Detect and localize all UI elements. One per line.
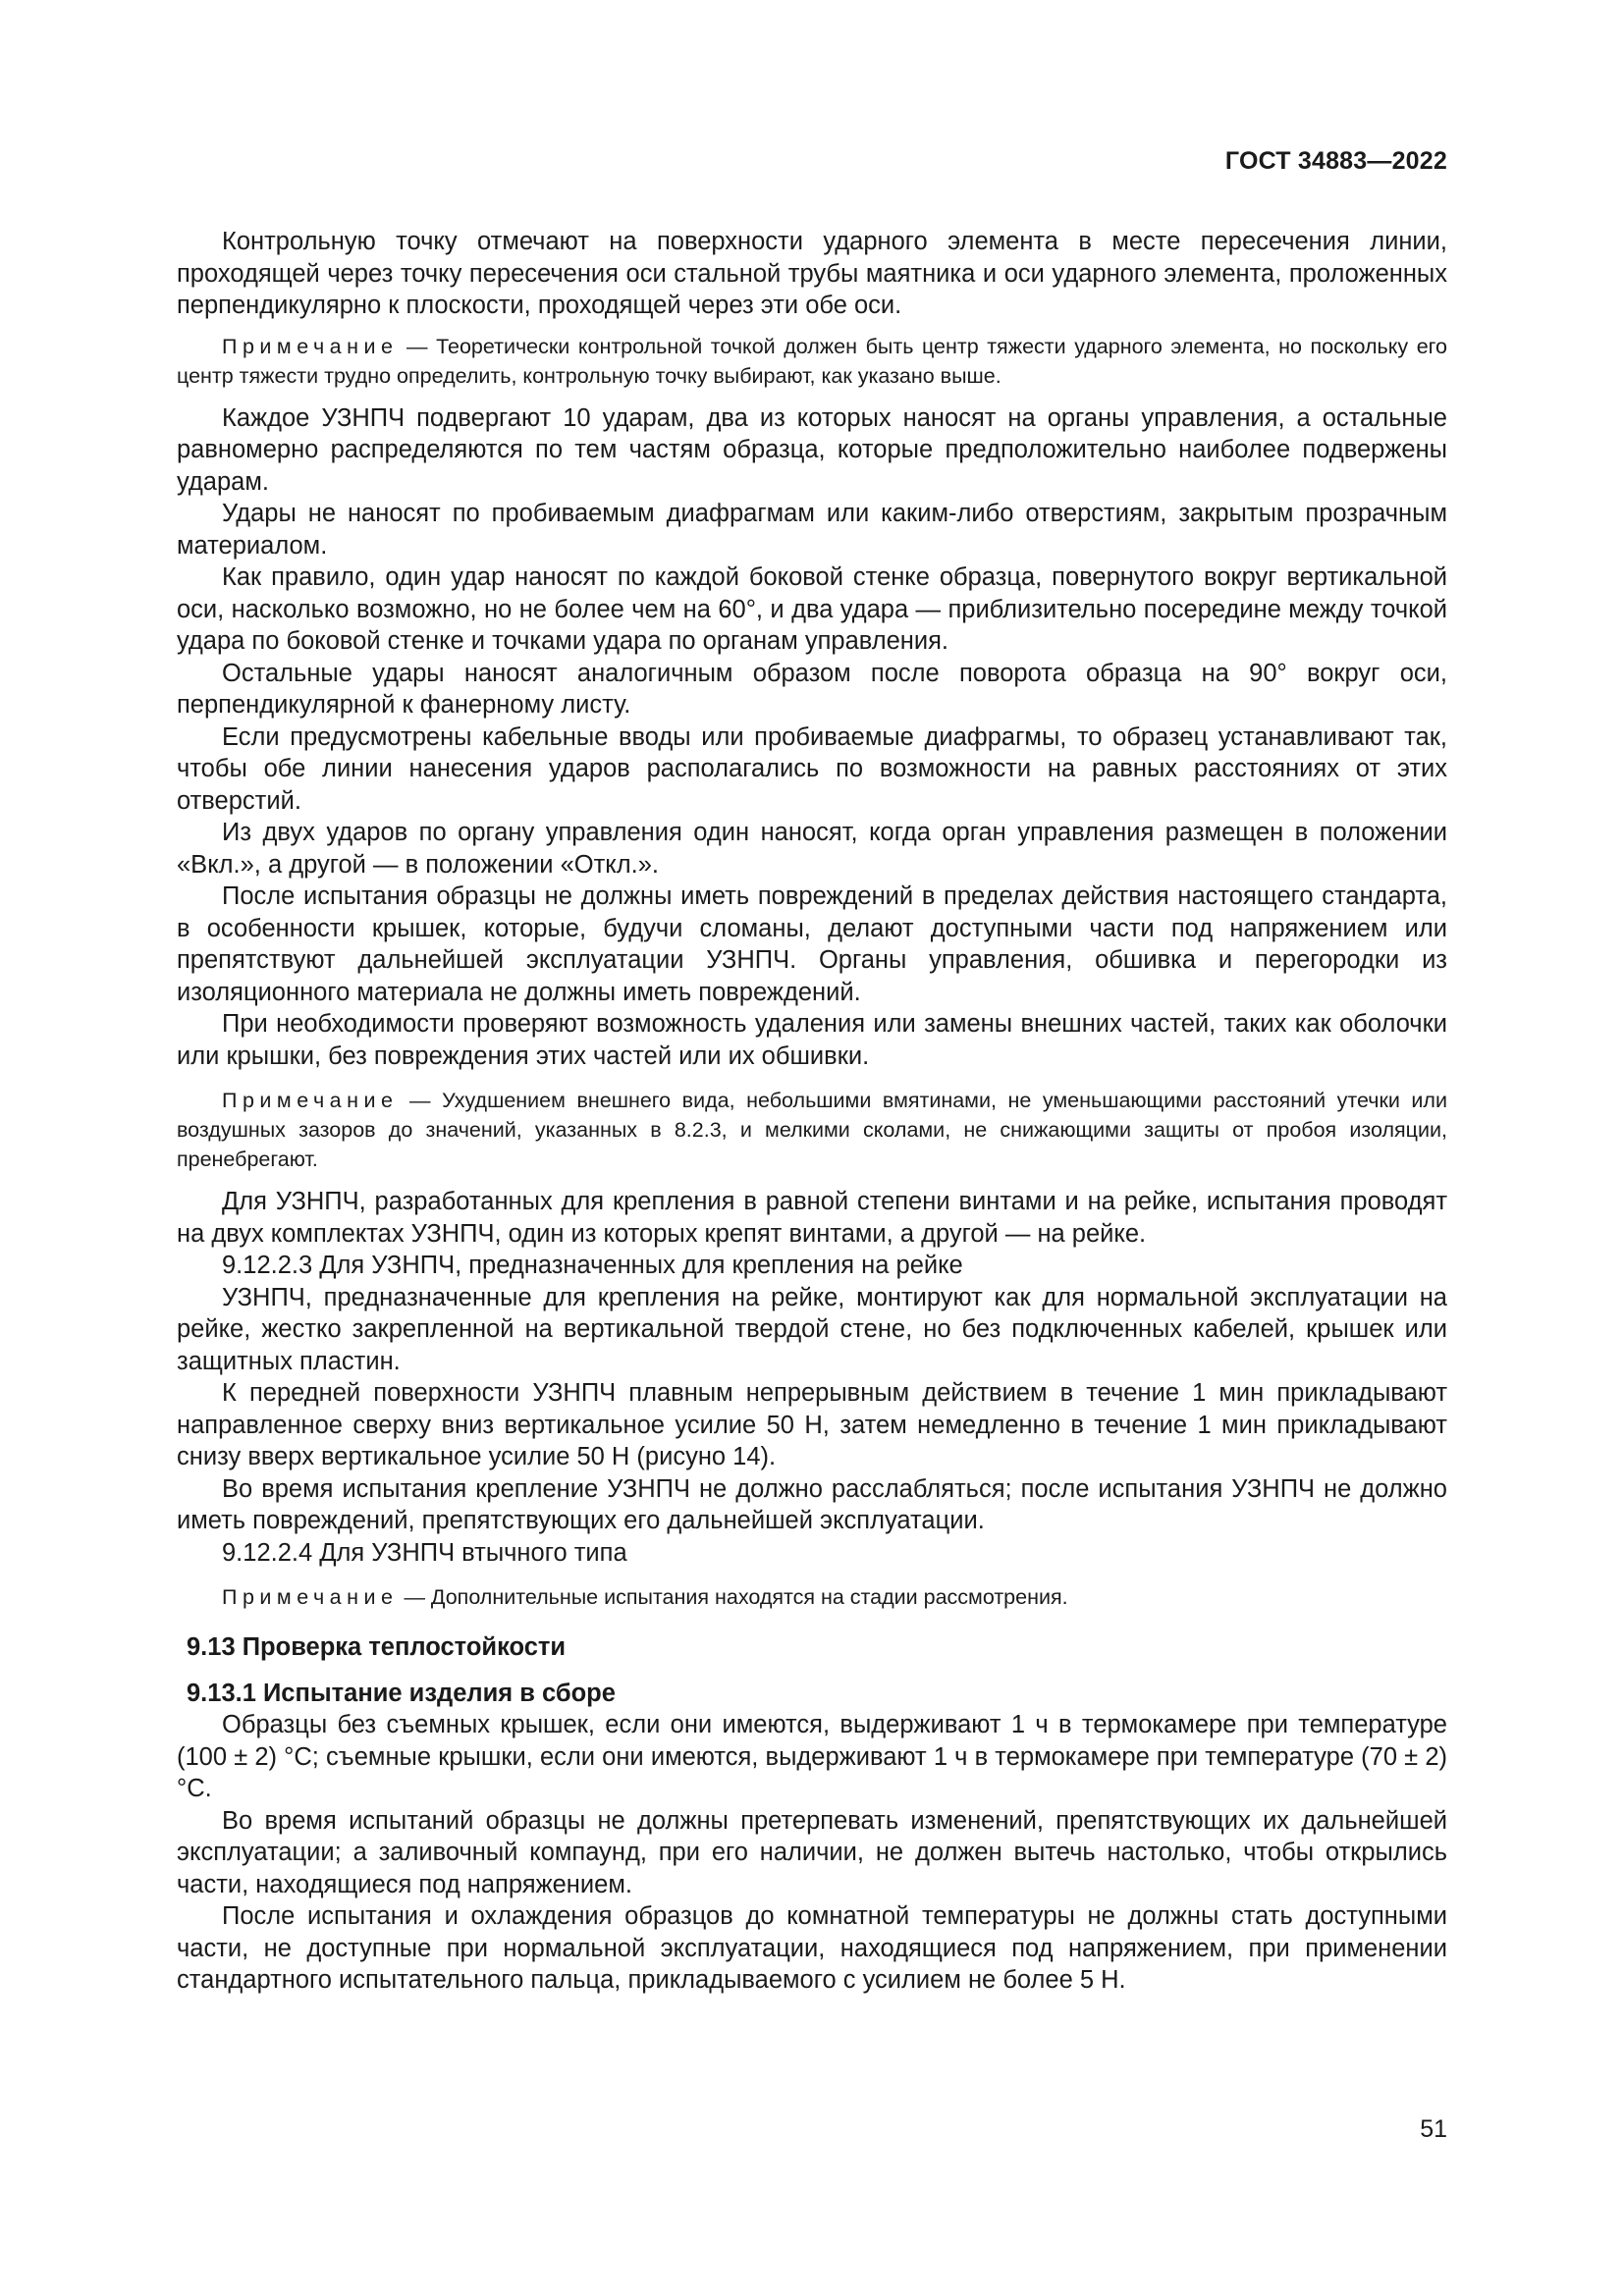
paragraph: Во время испытаний образцы не должны претерпевать изменений, препятствующих их дальнейшей эксплуатации; а заливочный компаунд, при его наличии, не должен вытечь настолько, чтобы открылись части, находящиеся под напряжением. [177, 1806, 1447, 1898]
paragraph: Если предусмотрены кабельные вводы или пробиваемые диафрагмы, то образец устанавливают так, чтобы обе линии нанесения ударов располагались по возможности на равных расстояниях от этих отверстий. [177, 722, 1447, 815]
note-label: Примечание [222, 1089, 399, 1112]
section-heading: 9.13 Проверка теплостойкости [187, 1633, 567, 1661]
note [177, 332, 1447, 391]
subsection-heading: 9.12.2.3 Для УЗНПЧ, предназначенных для крепления на рейке [222, 1252, 963, 1279]
note-label: Примечание [222, 334, 399, 358]
paragraph: При необходимости проверяют возможность удаления или замены внешних частей, таких как оболочки или крышки, без повреждения этих частей или их обшивки. [177, 1010, 1447, 1070]
note [177, 1582, 1447, 1612]
paragraph: Образцы без съемных крышек, если они имеются, выдерживают 1 ч в термокамере при температуре (100 ± 2) °С; съемные крышки, если они имеются, выдерживают 1 ч в термокамере при температуре (70 ± 2) °С. [177, 1711, 1447, 1802]
note [177, 1086, 1447, 1174]
paragraph: Удары не наносят по пробиваемым диафрагмам или каким-либо отверстиям, закрытым прозрачным материалом. [177, 500, 1447, 560]
note-text: — Дополнительные испытания находятся на стадии рассмотрения. [404, 1585, 1068, 1609]
paragraph: Для УЗНПЧ, разработанных для крепления в равной степени винтами и на рейке, испытания проводят на двух комплектах УЗНПЧ, один из которых крепят винтами, а другой — на рейке. [177, 1188, 1447, 1248]
paragraph: УЗНПЧ, предназначенные для крепления на рейке, монтируют как для нормальной эксплуатации на рейке, жестко закрепленной на вертикальной твердой стене, но без подключенных кабелей, крышек или защитных пластин. [177, 1283, 1447, 1375]
paragraph: После испытания и охлаждения образцов до комнатной температуры не должны стать доступными части, не доступные при нормальной эксплуатации, находящиеся под напряжением, при применении стандартного испытательного пальца, прикладываемого с усилием не более 5 Н. [177, 1902, 1447, 1994]
paragraph: После испытания образцы не должны иметь повреждений в пределах действия настоящего стандарта, в особенности крышек, которые, будучи сломаны, делают доступными части под напряжением или препятствуют дальнейшей эксплуатации УЗНПЧ. Органы управления, обшивка и перегородки из изоляционного материала не должны иметь повреждений. [177, 882, 1447, 1006]
note-text: — Теоретически контрольной точкой должен быть центр тяжести ударного элемента, но поскольку его центр тяжести трудно определить, контрольную точку выбирают, как указано выше. [177, 334, 1447, 388]
paragraph: Как правило, один удар наносят по каждой боковой стенке образца, повернутого вокруг вертикальной оси, насколько возможно, но не более чем на 60°, и два удара — приблизительно посередине между точкой удара по боковой стенке и точками удара по органам управления. [177, 563, 1447, 655]
paragraph: Каждое УЗНПЧ подвергают 10 ударам, два из которых наносят на органы управления, а остальные равномерно распределяются по тем частям образца, которые предположительно наиболее подвержены ударам. [177, 403, 1447, 496]
subsection-title: 9.13.1 Испытание изделия в сборе [187, 1679, 616, 1707]
paragraph: Контрольную точку отмечают на поверхности ударного элемента в месте пересечения линии, проходящей через точку пересечения оси стальной трубы маятника и оси ударного элемента, проложенных перпендикулярно к плоскости, проходящей через эти обе оси. [177, 228, 1447, 319]
page-number: 51 [1420, 2115, 1447, 2143]
document-body [177, 226, 1447, 1997]
paragraph: Во время испытания крепление УЗНПЧ не должно расслабляться; после испытания УЗНПЧ не должно иметь повреждений, препятствующих его дальнейшей эксплуатации. [177, 1474, 1447, 1534]
subsection-heading: 9.12.2.4 Для УЗНПЧ втычного типа [222, 1538, 627, 1567]
note-text: — Ухудшением внешнего вида, небольшими вмятинами, не уменьшающими расстояний утечки или воздушных зазоров до значений, указанных в 8.2.3, и мелкими сколами, не снижающими защиты от пробоя изоляции, пренебрегают. [177, 1089, 1447, 1171]
paragraph: Остальные удары наносят аналогичным образом после поворота образца на 90° вокруг оси, перпендикулярной к фанерному листу. [177, 659, 1447, 719]
paragraph: Из двух ударов по органу управления один наносят, когда орган управления размещен в положении «Вкл.», а другой — в положении «Откл.». [177, 819, 1447, 879]
paragraph: К передней поверхности УЗНПЧ плавным непрерывным действием в течение 1 мин прикладывают направленное сверху вниз вертикальное усилие 50 Н, затем немедленно в течение 1 мин прикладывают снизу вверх вертикальное усилие 50 Н (рисуно 14). [177, 1379, 1447, 1470]
document-header: ГОСТ 34883—2022 [1224, 147, 1447, 175]
note-label: Примечание [222, 1585, 399, 1609]
